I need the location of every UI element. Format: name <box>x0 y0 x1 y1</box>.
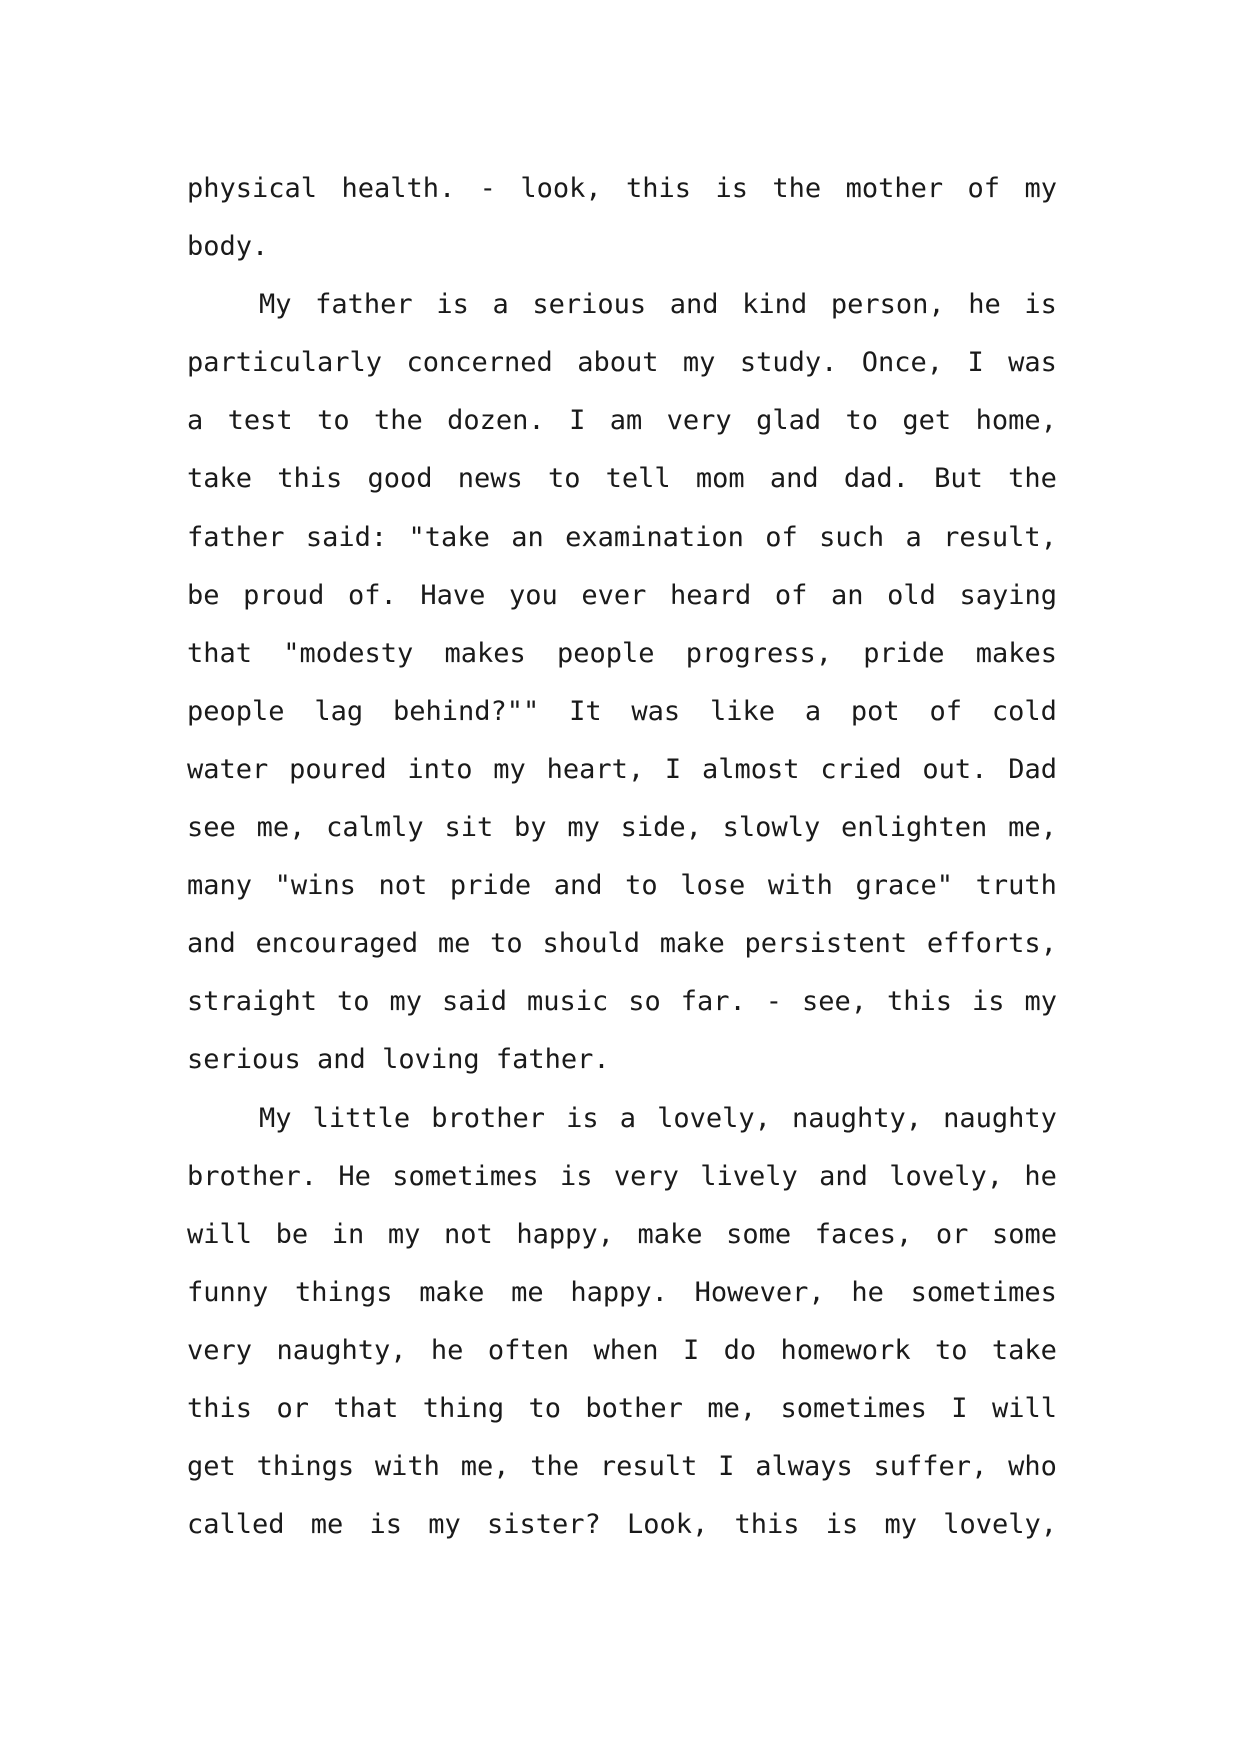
word: like <box>710 695 776 727</box>
word: take <box>991 1334 1057 1366</box>
word: see, <box>801 986 867 1018</box>
text-line <box>187 1206 1057 1264</box>
word: kind <box>742 289 808 321</box>
word: brother <box>431 1102 546 1134</box>
word: my <box>1024 986 1057 1018</box>
word: health. <box>341 173 456 204</box>
word: little <box>312 1102 411 1134</box>
text-line <box>187 1148 1057 1206</box>
word: in <box>331 1218 365 1250</box>
word: heart, <box>546 753 645 785</box>
word: things <box>295 1276 393 1308</box>
word: I <box>664 753 682 785</box>
word: brother. <box>187 1160 318 1192</box>
word: bother <box>585 1392 683 1424</box>
word: enlighten <box>841 812 988 844</box>
word: persistent <box>744 928 908 960</box>
word: dad. <box>843 463 909 495</box>
word: physical <box>187 173 318 204</box>
word: serious <box>532 289 647 321</box>
word: proud <box>243 579 325 611</box>
word: "modesty <box>283 637 414 669</box>
word: tell <box>605 463 671 495</box>
word: behind?"" <box>392 695 540 727</box>
word: a <box>187 405 204 437</box>
text-line <box>187 1496 1057 1554</box>
word: happy. <box>570 1276 668 1308</box>
word: always <box>755 1451 853 1483</box>
word: good <box>367 463 433 495</box>
word: with <box>374 1451 440 1483</box>
word: to <box>934 1334 968 1366</box>
word: slowly <box>722 812 821 844</box>
word: get <box>902 405 952 437</box>
word: - <box>479 173 496 204</box>
word: I <box>682 1334 700 1366</box>
word: he <box>968 289 1001 321</box>
text-line <box>187 857 1057 915</box>
word: sister? <box>486 1509 601 1541</box>
word: and <box>819 1160 868 1192</box>
word: old <box>887 579 936 611</box>
word: not <box>443 1218 493 1250</box>
word: an <box>511 521 544 553</box>
word: me <box>437 928 471 960</box>
word: he <box>430 1334 464 1366</box>
word: my <box>428 1509 461 1541</box>
word: things <box>256 1451 355 1483</box>
word: my <box>1024 173 1057 204</box>
word: lively <box>700 1160 798 1192</box>
word: study. <box>739 347 838 379</box>
word: happy, <box>516 1218 614 1250</box>
word: pot <box>850 695 900 727</box>
word: the <box>772 173 822 204</box>
word: I <box>718 1451 735 1483</box>
word: the <box>373 405 423 437</box>
body-text <box>187 160 1057 1554</box>
word: suffer, <box>873 1451 988 1483</box>
word: that <box>187 637 253 669</box>
text-line: body. <box>187 231 269 263</box>
word: out. <box>922 753 988 785</box>
word: lovely, <box>943 1509 1057 1541</box>
word: this <box>886 986 952 1018</box>
word: do <box>723 1334 757 1366</box>
word: to <box>337 986 370 1018</box>
word: concerned <box>406 347 553 379</box>
word: often <box>487 1334 570 1366</box>
word: side, <box>620 812 702 844</box>
word: such <box>819 521 885 553</box>
word: mother <box>845 173 944 204</box>
word: be <box>187 579 220 611</box>
word: to <box>528 1392 561 1424</box>
word: Look, <box>626 1509 709 1541</box>
word: this <box>187 1392 253 1424</box>
word: my <box>884 1509 917 1541</box>
word: naughty, <box>792 1102 923 1134</box>
word: me, <box>256 812 306 844</box>
word: sit <box>444 812 494 844</box>
word: was <box>1008 347 1057 379</box>
word: cried <box>820 753 902 785</box>
word: take <box>187 463 253 495</box>
word: makes <box>444 637 526 669</box>
word: news <box>457 463 523 495</box>
word: He <box>338 1160 371 1192</box>
word: My <box>259 289 292 321</box>
word: me, <box>1008 812 1057 844</box>
word: people <box>187 695 285 727</box>
word: Have <box>420 579 486 611</box>
word: is <box>971 986 1005 1018</box>
word: a <box>619 1102 637 1134</box>
word: glad <box>756 405 822 437</box>
word: look, <box>520 173 602 204</box>
word: an <box>830 579 864 611</box>
word: sometimes <box>910 1276 1057 1308</box>
word: encouraged <box>255 928 419 960</box>
word: this <box>626 173 692 204</box>
word: funny <box>187 1276 269 1308</box>
word: is <box>825 1509 859 1541</box>
word: of. <box>347 579 397 611</box>
word: with <box>767 870 833 902</box>
text-line <box>187 915 1057 973</box>
word: It <box>569 695 602 727</box>
word: person, <box>830 289 945 321</box>
word: Dad <box>1008 753 1057 785</box>
word: am <box>609 405 643 437</box>
word: is <box>566 1102 599 1134</box>
word: ever <box>581 579 647 611</box>
word: make <box>637 1218 703 1250</box>
word: naughty, <box>276 1334 407 1366</box>
word: me, <box>460 1451 510 1483</box>
word: and <box>553 870 603 902</box>
word: when <box>593 1334 659 1366</box>
word: people <box>556 637 655 669</box>
text-line <box>187 160 1057 218</box>
word: lag <box>314 695 364 727</box>
word: makes <box>975 637 1057 669</box>
word: examination <box>565 521 744 553</box>
word: sometimes <box>780 1392 927 1424</box>
word: My <box>259 1102 292 1134</box>
word: will <box>187 1218 253 1250</box>
word: is <box>715 173 748 204</box>
word: to <box>625 870 658 902</box>
word: mom <box>695 463 745 495</box>
word: this <box>734 1509 800 1541</box>
word: test <box>227 405 293 437</box>
word: Once, <box>861 347 944 379</box>
text-line <box>187 392 1057 450</box>
word: father <box>315 289 413 321</box>
word: I <box>951 1392 968 1424</box>
word: "take <box>408 521 490 553</box>
word: water <box>187 753 269 785</box>
word: this <box>277 463 343 495</box>
word: you <box>508 579 558 611</box>
text-line <box>187 625 1057 683</box>
word: not <box>378 870 428 902</box>
word: pride <box>863 637 945 669</box>
word: is <box>559 1160 593 1192</box>
text-line <box>187 799 1057 857</box>
word: of <box>967 173 1001 204</box>
text-line <box>187 741 1057 799</box>
word: lovely, <box>657 1102 771 1134</box>
word: by <box>514 812 547 844</box>
word: particularly <box>187 347 383 379</box>
word: about <box>577 347 659 379</box>
word: see <box>187 812 236 844</box>
word: naughty <box>943 1102 1057 1134</box>
word: many <box>187 870 253 902</box>
text-line <box>187 567 1057 625</box>
word: some <box>726 1218 792 1250</box>
word: pride <box>449 870 532 902</box>
word: should <box>542 928 640 960</box>
word: me, <box>707 1392 757 1424</box>
word: some <box>991 1218 1057 1250</box>
word: straight <box>187 986 318 1018</box>
text-line <box>187 1438 1057 1496</box>
text-line <box>187 1380 1057 1438</box>
word: result <box>599 1451 698 1483</box>
word: so <box>628 986 661 1018</box>
word: is <box>436 289 469 321</box>
word: he <box>851 1276 884 1308</box>
word: and <box>769 463 819 495</box>
word: my <box>389 986 423 1018</box>
text-line <box>187 276 1057 334</box>
word: is <box>369 1509 403 1541</box>
word: is <box>1024 289 1057 321</box>
text-line: serious and loving father. <box>187 1044 610 1076</box>
word: of <box>929 695 963 727</box>
word: a <box>492 289 509 321</box>
word: called <box>187 1509 285 1541</box>
word: I <box>967 347 984 379</box>
word: music <box>526 986 609 1018</box>
word: my <box>387 1218 421 1250</box>
word: a <box>905 521 922 553</box>
word: saying <box>959 579 1057 611</box>
word: result, <box>943 521 1057 553</box>
word: far. <box>680 986 746 1018</box>
text-line <box>187 683 1057 741</box>
word: said: <box>305 521 388 553</box>
word: my <box>493 753 526 785</box>
word: homework <box>780 1334 911 1366</box>
word: cold <box>991 695 1057 727</box>
word: efforts, <box>926 928 1057 960</box>
word: "wins <box>274 870 356 902</box>
word: almost <box>701 753 800 785</box>
word: of <box>774 579 808 611</box>
word: very <box>613 1160 679 1192</box>
text-line <box>187 450 1057 508</box>
word: But <box>934 463 983 495</box>
word: a <box>804 695 822 727</box>
word: father <box>187 521 285 553</box>
word: my <box>682 347 716 379</box>
word: - <box>765 986 782 1018</box>
word: was <box>631 695 681 727</box>
word: faces, <box>814 1218 913 1250</box>
word: he <box>1024 1160 1057 1192</box>
word: be <box>275 1218 309 1250</box>
word: and <box>669 289 719 321</box>
word: to <box>547 463 581 495</box>
word: will <box>991 1392 1057 1424</box>
word: or <box>276 1392 309 1424</box>
word: make <box>419 1276 485 1308</box>
word: me <box>511 1276 544 1308</box>
word: the <box>530 1451 580 1483</box>
word: poured <box>289 753 387 785</box>
word: sometimes <box>392 1160 539 1192</box>
word: However, <box>694 1276 825 1308</box>
word: who <box>1008 1451 1057 1483</box>
text-line <box>187 334 1057 392</box>
word: very <box>187 1334 253 1366</box>
word: lovely, <box>889 1160 1004 1192</box>
word: said <box>441 986 508 1018</box>
word: into <box>407 753 473 785</box>
word: of <box>765 521 798 553</box>
word: grace" <box>855 870 954 902</box>
text-line <box>187 973 1057 1031</box>
word: make <box>659 928 725 960</box>
word: calmly <box>326 812 424 844</box>
text-line <box>187 1264 1057 1322</box>
word: my <box>567 812 600 844</box>
word: and <box>187 928 236 960</box>
word: to <box>317 405 350 437</box>
text-line <box>187 1090 1057 1148</box>
word: me <box>310 1509 344 1541</box>
word: get <box>187 1451 236 1483</box>
word: thing <box>422 1392 505 1424</box>
word: lose <box>680 870 746 902</box>
word: the <box>1008 463 1057 495</box>
word: home, <box>975 405 1057 437</box>
word: very <box>666 405 732 437</box>
word: I <box>569 405 586 437</box>
word: progress, <box>685 637 833 669</box>
word: heard <box>669 579 752 611</box>
word: or <box>935 1218 969 1250</box>
word: dozen. <box>447 405 545 437</box>
word: to <box>490 928 523 960</box>
word: to <box>845 405 879 437</box>
word: that <box>333 1392 399 1424</box>
text-line <box>187 509 1057 567</box>
text-line <box>187 1322 1057 1380</box>
word: truth <box>975 870 1057 902</box>
